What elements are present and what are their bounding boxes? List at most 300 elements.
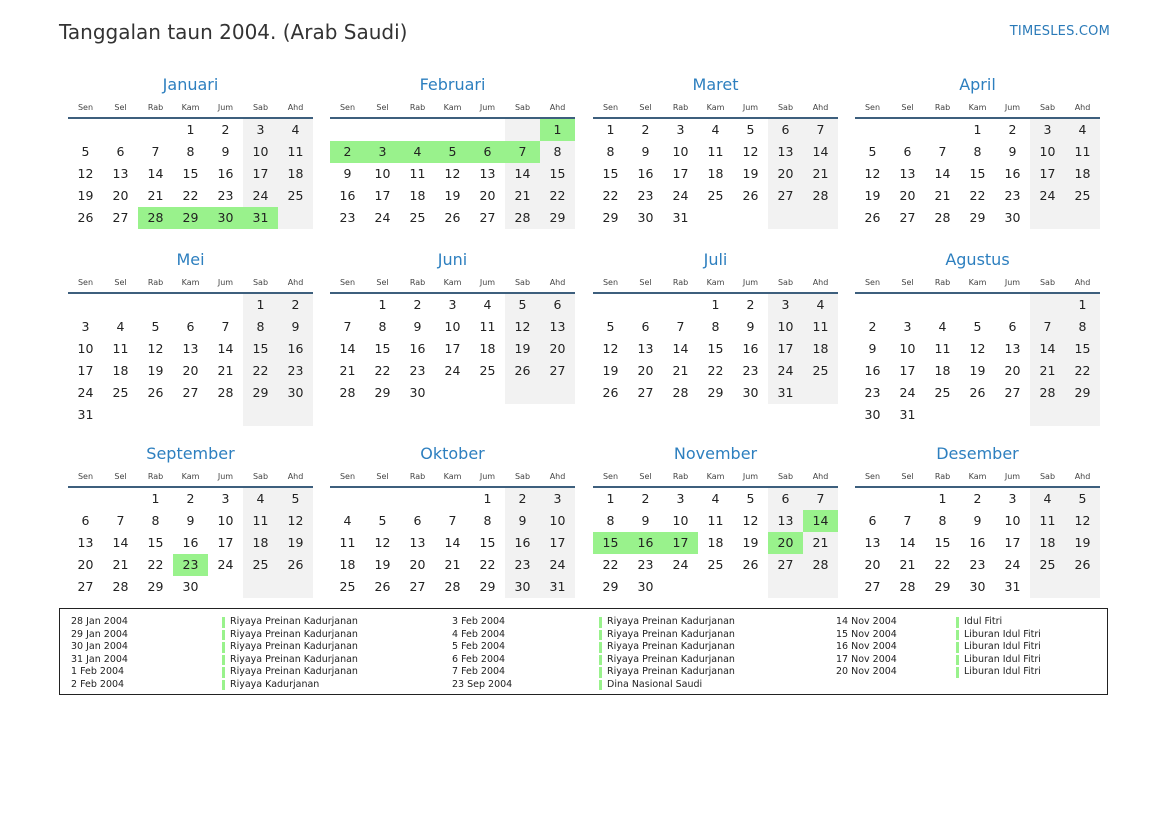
holiday-marker bbox=[599, 642, 602, 653]
weekday-label: Sen bbox=[602, 278, 619, 287]
day-cell: 6 bbox=[768, 488, 803, 510]
holiday-row bbox=[452, 679, 752, 692]
weekday-header bbox=[330, 99, 575, 116]
day-cell: 22 bbox=[602, 557, 619, 572]
holiday-name: Liburan Idul Fitri bbox=[964, 666, 1041, 678]
day-cell: 26 bbox=[77, 210, 94, 225]
weekday-label: Sel bbox=[901, 278, 914, 287]
empty-cell bbox=[960, 294, 995, 316]
weekday-label: Ahd bbox=[812, 472, 829, 481]
holiday-marker bbox=[599, 617, 602, 628]
weekday-label: Sen bbox=[339, 278, 356, 287]
day-cell: 10 bbox=[768, 316, 803, 338]
weekday-label: Sen bbox=[864, 103, 881, 112]
day-cell: 21 bbox=[803, 163, 838, 185]
day-grid bbox=[593, 119, 838, 229]
day-cell: 12 bbox=[864, 166, 881, 181]
day-cell: 25 bbox=[803, 360, 838, 382]
day-cell: 4 bbox=[278, 119, 313, 141]
empty-cell bbox=[243, 404, 278, 426]
empty-cell bbox=[173, 294, 208, 316]
day-cell: 20 bbox=[1004, 363, 1021, 378]
weekday-header bbox=[68, 468, 313, 485]
holiday-date: 15 Nov 2004 bbox=[836, 628, 897, 640]
empty-cell bbox=[505, 119, 540, 141]
month-title: Desember bbox=[936, 444, 1019, 463]
empty-cell bbox=[1030, 207, 1065, 229]
day-cell: 3 bbox=[243, 119, 278, 141]
day-cell: 13 bbox=[479, 166, 496, 181]
page-title: Tanggalan taun 2004. (Arab Saudi) bbox=[59, 20, 408, 44]
weekday-label: Ahd bbox=[287, 278, 304, 287]
day-cell: 21 bbox=[339, 363, 356, 378]
day-cell: 30 bbox=[637, 579, 654, 594]
day-cell: 14 bbox=[217, 341, 234, 356]
weekday-label: Rab bbox=[147, 103, 164, 112]
day-cell: 8 bbox=[606, 144, 615, 159]
day-cell: 25 bbox=[409, 210, 426, 225]
day-cell: 17 bbox=[1004, 535, 1021, 550]
day-cell: 7 bbox=[505, 141, 540, 163]
day-cell: 15 bbox=[602, 166, 619, 181]
holiday-row bbox=[452, 629, 752, 642]
weekday-label: Sab bbox=[1039, 472, 1056, 481]
day-cell: 8 bbox=[186, 144, 195, 159]
day-cell: 17 bbox=[1030, 163, 1065, 185]
day-grid bbox=[593, 488, 838, 598]
weekday-label: Sen bbox=[602, 103, 619, 112]
day-cell: 8 bbox=[540, 141, 575, 163]
holiday-marker bbox=[222, 617, 225, 628]
day-cell: 30 bbox=[637, 210, 654, 225]
day-cell: 29 bbox=[1065, 382, 1100, 404]
empty-cell bbox=[470, 382, 505, 404]
day-cell: 15 bbox=[593, 532, 628, 554]
day-cell: 24 bbox=[243, 185, 278, 207]
day-cell: 24 bbox=[1030, 185, 1065, 207]
day-cell: 8 bbox=[151, 513, 160, 528]
month-title: April bbox=[959, 75, 996, 94]
empty-cell bbox=[400, 119, 435, 141]
day-cell: 15 bbox=[479, 535, 496, 550]
day-cell: 27 bbox=[1004, 385, 1021, 400]
weekday-label: Jum bbox=[742, 278, 759, 287]
day-cell: 4 bbox=[938, 319, 947, 334]
day-cell: 30 bbox=[1004, 210, 1021, 225]
day-cell: 22 bbox=[934, 557, 951, 572]
weekday-header bbox=[330, 468, 575, 485]
day-cell: 27 bbox=[409, 579, 426, 594]
day-cell: 7 bbox=[448, 513, 457, 528]
day-cell: 7 bbox=[221, 319, 230, 334]
empty-cell bbox=[208, 576, 243, 598]
empty-cell bbox=[435, 382, 470, 404]
holiday-row bbox=[836, 654, 1136, 667]
empty-cell bbox=[505, 382, 540, 404]
day-cell: 8 bbox=[378, 319, 387, 334]
day-cell: 19 bbox=[864, 188, 881, 203]
day-cell: 27 bbox=[540, 360, 575, 382]
day-cell: 27 bbox=[77, 579, 94, 594]
holiday-date: 7 Feb 2004 bbox=[452, 666, 506, 678]
weekday-label: Rab bbox=[934, 103, 951, 112]
empty-cell bbox=[960, 404, 995, 426]
day-cell: 9 bbox=[746, 319, 755, 334]
day-cell: 27 bbox=[899, 210, 916, 225]
day-cell: 19 bbox=[278, 532, 313, 554]
day-cell: 21 bbox=[112, 557, 129, 572]
empty-cell bbox=[138, 404, 173, 426]
day-cell: 3 bbox=[676, 491, 685, 506]
day-cell: 28 bbox=[112, 579, 129, 594]
day-cell: 30 bbox=[278, 382, 313, 404]
empty-cell bbox=[68, 488, 103, 510]
day-cell: 1 bbox=[973, 122, 982, 137]
day-cell: 25 bbox=[707, 557, 724, 572]
empty-cell bbox=[470, 119, 505, 141]
weekday-label: Sel bbox=[114, 278, 127, 287]
holiday-row bbox=[836, 629, 1136, 642]
holiday-row bbox=[71, 679, 371, 692]
day-cell: 3 bbox=[448, 297, 457, 312]
day-cell: 3 bbox=[768, 294, 803, 316]
weekday-label: Jum bbox=[742, 472, 759, 481]
weekday-header bbox=[68, 274, 313, 291]
day-cell: 23 bbox=[969, 557, 986, 572]
day-cell: 12 bbox=[969, 341, 986, 356]
day-cell: 29 bbox=[374, 385, 391, 400]
day-cell: 25 bbox=[479, 363, 496, 378]
day-cell: 20 bbox=[768, 532, 803, 554]
day-cell: 6 bbox=[1008, 319, 1017, 334]
holiday-name: Riyaya Kadurjanan bbox=[230, 678, 320, 690]
day-cell: 24 bbox=[768, 360, 803, 382]
day-cell: 17 bbox=[444, 341, 461, 356]
day-cell: 22 bbox=[540, 185, 575, 207]
day-cell: 3 bbox=[540, 488, 575, 510]
day-cell: 1 bbox=[378, 297, 387, 312]
day-cell: 26 bbox=[742, 188, 759, 203]
day-cell: 26 bbox=[147, 385, 164, 400]
day-cell: 4 bbox=[1065, 119, 1100, 141]
weekday-label: Sab bbox=[1039, 103, 1056, 112]
weekday-label: Ahd bbox=[287, 472, 304, 481]
day-cell: 29 bbox=[602, 579, 619, 594]
month-title: Mei bbox=[176, 250, 205, 269]
holiday-marker bbox=[956, 642, 959, 653]
empty-cell bbox=[278, 576, 313, 598]
day-cell: 13 bbox=[1004, 341, 1021, 356]
day-cell: 9 bbox=[641, 144, 650, 159]
day-cell: 18 bbox=[1065, 163, 1100, 185]
day-cell: 14 bbox=[803, 510, 838, 532]
day-cell: 8 bbox=[606, 513, 615, 528]
holiday-column bbox=[836, 616, 1136, 679]
weekday-label: Jum bbox=[217, 103, 234, 112]
day-cell: 30 bbox=[409, 385, 426, 400]
weekday-label: Kam bbox=[443, 472, 462, 481]
day-cell: 26 bbox=[602, 385, 619, 400]
weekday-header bbox=[330, 274, 575, 291]
day-cell: 13 bbox=[540, 316, 575, 338]
holiday-marker bbox=[599, 667, 602, 678]
empty-cell bbox=[330, 488, 365, 510]
day-cell: 26 bbox=[742, 557, 759, 572]
empty-cell bbox=[68, 294, 103, 316]
weekday-label: Ahd bbox=[549, 103, 566, 112]
day-cell: 20 bbox=[768, 163, 803, 185]
day-cell: 2 bbox=[413, 297, 422, 312]
holiday-name: Riyaya Preinan Kadurjanan bbox=[607, 653, 735, 665]
month-title: November bbox=[673, 444, 758, 463]
day-cell: 13 bbox=[899, 166, 916, 181]
holiday-row bbox=[452, 616, 752, 629]
holiday-name: Riyaya Preinan Kadurjanan bbox=[230, 641, 358, 653]
holiday-row bbox=[71, 616, 371, 629]
day-cell: 25 bbox=[1065, 185, 1100, 207]
holiday-date: 20 Nov 2004 bbox=[836, 666, 897, 678]
weekday-label: Ahd bbox=[1074, 278, 1091, 287]
weekday-label: Jum bbox=[479, 278, 496, 287]
day-cell: 29 bbox=[243, 382, 278, 404]
day-cell: 23 bbox=[637, 188, 654, 203]
empty-cell bbox=[663, 294, 698, 316]
day-cell: 27 bbox=[479, 210, 496, 225]
day-cell: 28 bbox=[339, 385, 356, 400]
day-cell: 27 bbox=[768, 554, 803, 576]
month-oktober bbox=[330, 443, 575, 598]
day-cell: 19 bbox=[1065, 532, 1100, 554]
day-cell: 16 bbox=[182, 535, 199, 550]
day-cell: 23 bbox=[217, 188, 234, 203]
day-cell: 13 bbox=[768, 510, 803, 532]
day-cell: 22 bbox=[243, 360, 278, 382]
empty-cell bbox=[925, 404, 960, 426]
weekday-label: Ahd bbox=[812, 278, 829, 287]
day-cell: 12 bbox=[278, 510, 313, 532]
day-cell: 24 bbox=[540, 554, 575, 576]
day-cell: 19 bbox=[969, 363, 986, 378]
day-cell: 25 bbox=[934, 385, 951, 400]
weekday-label: Sel bbox=[639, 472, 652, 481]
empty-cell bbox=[278, 207, 313, 229]
day-cell: 24 bbox=[444, 363, 461, 378]
day-cell: 27 bbox=[182, 385, 199, 400]
day-cell: 18 bbox=[243, 532, 278, 554]
day-cell: 24 bbox=[1004, 557, 1021, 572]
weekday-label: Rab bbox=[672, 472, 689, 481]
weekday-label: Ahd bbox=[549, 472, 566, 481]
month-title: September bbox=[146, 444, 235, 463]
weekday-label: Rab bbox=[147, 278, 164, 287]
day-cell: 28 bbox=[217, 385, 234, 400]
weekday-label: Sab bbox=[252, 103, 269, 112]
weekday-label: Jum bbox=[1004, 103, 1021, 112]
day-cell: 1 bbox=[606, 491, 615, 506]
day-cell: 4 bbox=[803, 294, 838, 316]
day-cell: 14 bbox=[672, 341, 689, 356]
day-cell: 4 bbox=[711, 491, 720, 506]
day-cell: 18 bbox=[707, 166, 724, 181]
day-cell: 31 bbox=[1004, 579, 1021, 594]
day-cell: 18 bbox=[409, 188, 426, 203]
day-cell: 22 bbox=[707, 363, 724, 378]
day-cell: 10 bbox=[899, 341, 916, 356]
weekday-label: Jum bbox=[1004, 278, 1021, 287]
weekday-label: Jum bbox=[217, 278, 234, 287]
empty-cell bbox=[1065, 576, 1100, 598]
weekday-header bbox=[855, 274, 1100, 291]
day-cell: 30 bbox=[864, 407, 881, 422]
empty-cell bbox=[663, 576, 698, 598]
day-cell: 4 bbox=[243, 488, 278, 510]
day-cell: 14 bbox=[444, 535, 461, 550]
empty-cell bbox=[330, 294, 365, 316]
day-cell: 12 bbox=[77, 166, 94, 181]
empty-cell bbox=[925, 294, 960, 316]
holiday-name: Riyaya Preinan Kadurjanan bbox=[607, 616, 735, 627]
weekday-label: Sab bbox=[514, 278, 531, 287]
day-cell: 5 bbox=[505, 294, 540, 316]
day-cell: 16 bbox=[505, 532, 540, 554]
day-cell: 21 bbox=[444, 557, 461, 572]
day-cell: 25 bbox=[707, 188, 724, 203]
day-cell: 15 bbox=[969, 166, 986, 181]
empty-cell bbox=[208, 294, 243, 316]
holiday-name: Riyaya Preinan Kadurjanan bbox=[607, 666, 735, 678]
day-cell: 1 bbox=[186, 122, 195, 137]
empty-cell bbox=[68, 119, 103, 141]
day-cell: 29 bbox=[540, 207, 575, 229]
weekday-label: Jum bbox=[1004, 472, 1021, 481]
day-cell: 4 bbox=[711, 122, 720, 137]
holiday-marker bbox=[956, 655, 959, 666]
day-cell: 2 bbox=[868, 319, 877, 334]
day-cell: 16 bbox=[278, 338, 313, 360]
holiday-date: 3 Feb 2004 bbox=[452, 616, 506, 627]
holiday-date: 31 Jan 2004 bbox=[71, 653, 128, 665]
empty-cell bbox=[890, 294, 925, 316]
day-cell: 5 bbox=[278, 488, 313, 510]
day-cell: 19 bbox=[602, 363, 619, 378]
site-link[interactable]: TIMESLES.COM bbox=[1009, 24, 1110, 39]
day-cell: 23 bbox=[173, 554, 208, 576]
empty-cell bbox=[593, 294, 628, 316]
empty-cell bbox=[855, 294, 890, 316]
weekday-label: Sen bbox=[339, 103, 356, 112]
weekday-label: Sel bbox=[114, 103, 127, 112]
day-cell: 25 bbox=[112, 385, 129, 400]
day-cell: 31 bbox=[672, 210, 689, 225]
day-cell: 7 bbox=[116, 513, 125, 528]
holiday-row bbox=[836, 666, 1136, 679]
day-cell: 4 bbox=[483, 297, 492, 312]
day-cell: 7 bbox=[1030, 316, 1065, 338]
day-cell: 18 bbox=[339, 557, 356, 572]
day-cell: 31 bbox=[768, 382, 803, 404]
day-cell: 23 bbox=[505, 554, 540, 576]
empty-cell bbox=[435, 488, 470, 510]
empty-cell bbox=[1065, 404, 1100, 426]
day-cell: 22 bbox=[374, 363, 391, 378]
day-cell: 19 bbox=[505, 338, 540, 360]
day-cell: 8 bbox=[938, 513, 947, 528]
day-cell: 9 bbox=[641, 513, 650, 528]
day-cell: 20 bbox=[409, 557, 426, 572]
holiday-row bbox=[836, 616, 1136, 629]
weekday-label: Sen bbox=[864, 472, 881, 481]
day-cell: 22 bbox=[1065, 360, 1100, 382]
day-cell: 5 bbox=[378, 513, 387, 528]
day-cell: 28 bbox=[934, 210, 951, 225]
day-cell: 20 bbox=[637, 363, 654, 378]
day-cell: 7 bbox=[938, 144, 947, 159]
day-cell: 10 bbox=[217, 513, 234, 528]
day-cell: 11 bbox=[409, 166, 426, 181]
day-cell: 27 bbox=[112, 210, 129, 225]
weekday-label: Sel bbox=[639, 278, 652, 287]
weekday-label: Sen bbox=[77, 472, 94, 481]
weekday-header bbox=[593, 274, 838, 291]
day-cell: 4 bbox=[1030, 488, 1065, 510]
day-cell: 1 bbox=[606, 122, 615, 137]
day-grid bbox=[68, 488, 313, 598]
empty-cell bbox=[435, 119, 470, 141]
day-cell: 9 bbox=[186, 513, 195, 528]
weekday-label: Rab bbox=[672, 278, 689, 287]
empty-cell bbox=[698, 576, 733, 598]
holiday-name: Riyaya Preinan Kadurjanan bbox=[230, 653, 358, 665]
month-april bbox=[855, 74, 1100, 229]
day-cell: 10 bbox=[672, 513, 689, 528]
day-cell: 9 bbox=[1008, 144, 1017, 159]
day-cell: 14 bbox=[1030, 338, 1065, 360]
holiday-marker bbox=[599, 680, 602, 691]
weekday-label: Sab bbox=[1039, 278, 1056, 287]
day-cell: 10 bbox=[672, 144, 689, 159]
empty-cell bbox=[103, 119, 138, 141]
day-cell: 10 bbox=[77, 341, 94, 356]
day-cell: 6 bbox=[868, 513, 877, 528]
day-cell: 12 bbox=[444, 166, 461, 181]
day-cell: 5 bbox=[606, 319, 615, 334]
day-cell: 22 bbox=[479, 557, 496, 572]
holiday-marker bbox=[222, 655, 225, 666]
day-cell: 7 bbox=[343, 319, 352, 334]
day-cell: 3 bbox=[1008, 491, 1017, 506]
day-cell: 5 bbox=[868, 144, 877, 159]
day-cell: 12 bbox=[742, 513, 759, 528]
holiday-date: 14 Nov 2004 bbox=[836, 616, 897, 627]
holiday-marker bbox=[222, 667, 225, 678]
empty-cell bbox=[400, 488, 435, 510]
day-cell: 12 bbox=[742, 144, 759, 159]
empty-cell bbox=[1030, 294, 1065, 316]
empty-cell bbox=[733, 207, 768, 229]
day-cell: 16 bbox=[742, 341, 759, 356]
day-cell: 3 bbox=[365, 141, 400, 163]
day-cell: 21 bbox=[505, 185, 540, 207]
day-cell: 8 bbox=[243, 316, 278, 338]
weekday-label: Sen bbox=[339, 472, 356, 481]
month-title: Juni bbox=[437, 250, 468, 269]
day-cell: 5 bbox=[1065, 488, 1100, 510]
empty-cell bbox=[208, 404, 243, 426]
day-cell: 9 bbox=[973, 513, 982, 528]
day-cell: 9 bbox=[343, 166, 352, 181]
weekday-label: Sen bbox=[864, 278, 881, 287]
day-cell: 27 bbox=[864, 579, 881, 594]
